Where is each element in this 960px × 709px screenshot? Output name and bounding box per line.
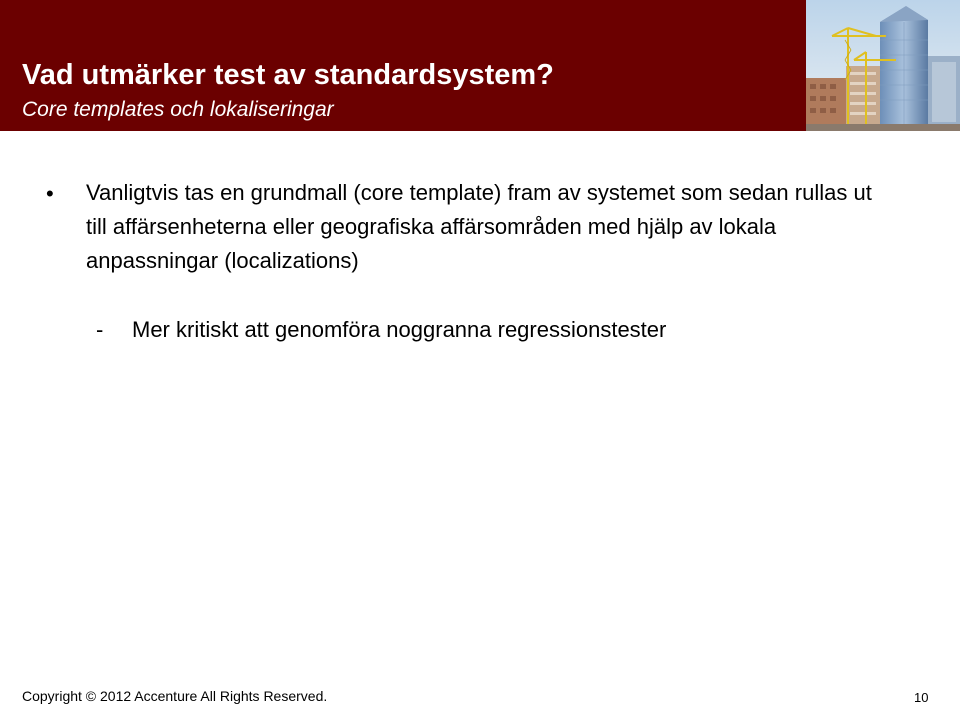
page-number: 10 xyxy=(914,690,929,705)
bullet-marker: • xyxy=(46,181,54,206)
sub-item xyxy=(96,313,896,347)
slide-subtitle: Core templates och lokaliseringar xyxy=(22,98,334,121)
sub-item-text: Mer kritiskt att genomföra noggranna regressionstester xyxy=(132,317,667,342)
header-band xyxy=(0,0,806,131)
bullet-text: Vanligtvis tas en grundmall (core template) fram av systemet som sedan rullas ut till affärsenheterna eller geografiska affärsområden med hjälp av lokala anpassningar (localizations) xyxy=(86,180,872,273)
bullet-item xyxy=(46,176,896,278)
dash-marker: - xyxy=(96,317,104,342)
footer-copyright: Copyright © 2012 Accenture All Rights Reserved. xyxy=(22,688,328,704)
slide-title: Vad utmärker test av standardsystem? xyxy=(22,59,554,91)
construction-skyscraper-photo xyxy=(806,0,960,131)
